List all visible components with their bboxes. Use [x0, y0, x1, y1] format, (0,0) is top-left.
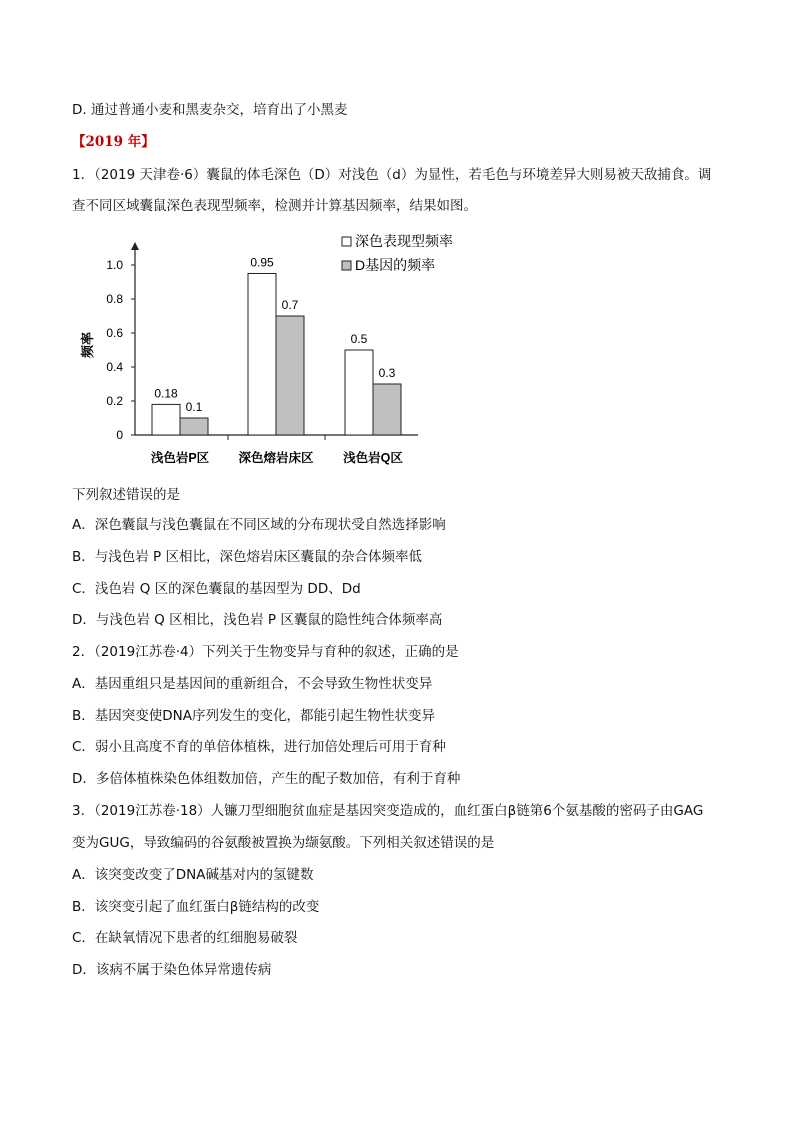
y-tick-label: 0.6 [106, 326, 123, 340]
legend-label: 深色表现型频率 [355, 233, 453, 249]
data-label: 0.5 [350, 332, 368, 346]
category-label: 深色熔岩床区 [238, 451, 314, 465]
q2-option-d: D．多倍体植株染色体组数加倍，产生的配子数加倍，有利于育种 [72, 771, 461, 787]
legend-label: D基因的频率 [355, 257, 436, 273]
y-tick-label: 1.0 [106, 258, 123, 272]
data-label: 0.1 [185, 400, 203, 414]
q2-stem: 2．（2019江苏卷·4）下列关于生物变异与育种的叙述，正确的是 [72, 644, 459, 660]
legend-swatch [342, 261, 351, 270]
prev-option-d: D. 通过普通小麦和黑麦杂交，培育出了小黑麦 [72, 102, 348, 118]
y-tick-label: 0.8 [106, 292, 123, 306]
q1-option-d: D．与浅色岩 Q 区相比，浅色岩 P 区囊鼠的隐性纯合体频率高 [72, 612, 443, 628]
legend [342, 233, 453, 273]
bar [180, 418, 208, 435]
q3-stem-line1: 3．（2019江苏卷·18）人镰刀型细胞贫血症是基因突变造成的，血红蛋白β链第6个氨基酸的密码子由GAG [72, 803, 704, 819]
bar-chart [60, 225, 453, 470]
category-label: 浅色岩Q区 [343, 451, 403, 465]
q2-option-a: A．基因重组只是基因间的重新组合，不会导致生物性状变异 [72, 676, 433, 692]
q1-option-b: B．与浅色岩 P 区相比，深色熔岩床区囊鼠的杂合体频率低 [72, 549, 422, 565]
y-tick-label: 0 [116, 428, 123, 442]
category-label: 浅色岩P区 [150, 451, 210, 465]
q3-option-d: D．该病不属于染色体异常遗传病 [72, 962, 272, 978]
data-label: 0.18 [154, 386, 178, 401]
q2-option-c: C．弱小且高度不育的单倍体植株，进行加倍处理后可用于育种 [72, 739, 446, 755]
bar [152, 404, 180, 435]
y-axis-arrow [131, 242, 139, 250]
category-labels [151, 435, 404, 465]
year-heading: 【2019 年】 [72, 134, 155, 150]
bar [276, 316, 304, 435]
q1-stem-line2: 查不同区域囊鼠深色表现型频率，检测并计算基因频率，结果如图。 [72, 198, 477, 214]
q3-option-c: C．在缺氧情况下患者的红细胞易破裂 [72, 930, 298, 946]
bar [345, 350, 373, 435]
data-label: 0.95 [250, 255, 274, 270]
y-ticks [106, 258, 135, 442]
bar [373, 384, 401, 435]
q3-option-b: B．该突变引起了血红蛋白β链结构的改变 [72, 899, 320, 915]
y-tick-label: 0.4 [106, 360, 123, 374]
q1-option-a: A．深色囊鼠与浅色囊鼠在不同区域的分布现状受自然选择影响 [72, 517, 446, 533]
q3-stem-line2: 变为GUG，导致编码的谷氨酸被置换为缬氨酸。下列相关叙述错误的是 [72, 835, 495, 851]
data-label: 0.7 [281, 298, 299, 312]
q1-question: 下列叙述错误的是 [72, 487, 180, 503]
q3-option-a: A．该突变改变了DNA碱基对内的氢键数 [72, 867, 314, 883]
bar [248, 274, 276, 436]
legend-swatch [342, 237, 351, 246]
q1-option-c: C．浅色岩 Q 区的深色囊鼠的基因型为 DD、Dd [72, 581, 361, 597]
y-tick-label: 0.2 [106, 394, 123, 408]
q1-stem-line1: 1．（2019 天津卷·6）囊鼠的体毛深色（D）对浅色（d）为显性，若毛色与环境差异大则易被天敌捕食。调 [72, 167, 712, 183]
q2-option-b: B．基因突变使DNA序列发生的变化，都能引起生物性状变异 [72, 708, 435, 724]
data-label: 0.3 [378, 366, 396, 380]
y-axis-label: 频率 [80, 331, 95, 359]
